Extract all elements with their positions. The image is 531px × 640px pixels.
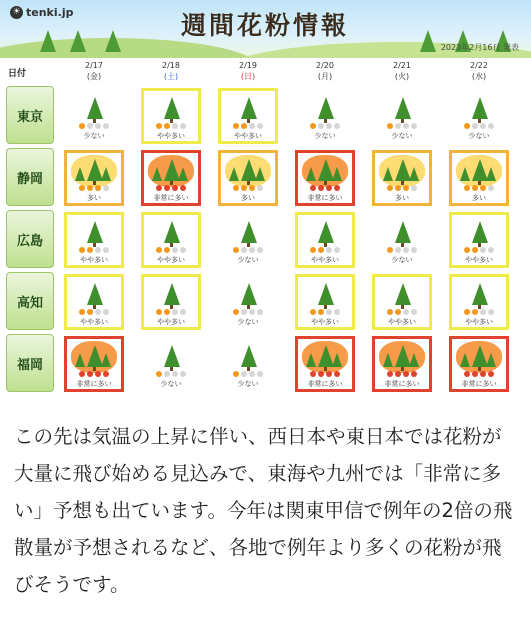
level-dot bbox=[310, 247, 316, 253]
cedar-tree-icon bbox=[241, 221, 257, 243]
level-dot bbox=[95, 247, 101, 253]
level-dot bbox=[172, 309, 178, 315]
pollen-forecast-cell[interactable] bbox=[372, 212, 432, 268]
level-dots bbox=[221, 371, 275, 377]
pollen-forecast-cell[interactable] bbox=[295, 336, 355, 392]
level-dots bbox=[298, 247, 352, 253]
level-dot bbox=[249, 247, 255, 253]
date-header bbox=[295, 60, 355, 86]
level-dot bbox=[95, 309, 101, 315]
level-dot bbox=[334, 309, 340, 315]
level-label: 多い bbox=[472, 194, 486, 202]
tree-icon bbox=[460, 353, 470, 367]
tree-icon bbox=[420, 30, 436, 52]
level-dot bbox=[318, 123, 324, 129]
date-label: 2/22 bbox=[470, 61, 488, 70]
pollen-forecast-cell[interactable] bbox=[218, 336, 278, 392]
level-dot bbox=[334, 185, 340, 191]
level-dot bbox=[326, 185, 332, 191]
level-dots bbox=[144, 123, 198, 129]
date-header bbox=[141, 60, 201, 86]
level-dot bbox=[164, 247, 170, 253]
level-dots bbox=[144, 185, 198, 191]
level-dot bbox=[103, 371, 109, 377]
date-header bbox=[218, 60, 278, 86]
tree-icon bbox=[152, 167, 162, 181]
level-dots bbox=[144, 309, 198, 315]
level-dot bbox=[87, 247, 93, 253]
level-dot bbox=[164, 309, 170, 315]
level-label: やや多い bbox=[465, 318, 493, 326]
cedar-tree-icon bbox=[472, 345, 488, 367]
date-label: 2/20 bbox=[316, 61, 334, 70]
pollen-forecast-cell[interactable] bbox=[141, 150, 201, 206]
level-dot bbox=[310, 185, 316, 191]
level-label: 少ない bbox=[314, 132, 336, 140]
date-header bbox=[64, 60, 124, 86]
cedar-tree-icon bbox=[164, 283, 180, 305]
pollen-forecast-cell[interactable] bbox=[141, 274, 201, 330]
level-dot bbox=[310, 371, 316, 377]
level-dot bbox=[395, 371, 401, 377]
level-dots bbox=[452, 309, 506, 315]
level-dot bbox=[241, 247, 247, 253]
level-dots bbox=[221, 309, 275, 315]
level-dot bbox=[326, 123, 332, 129]
pollen-forecast-cell[interactable] bbox=[218, 212, 278, 268]
level-dots bbox=[298, 185, 352, 191]
level-dot bbox=[233, 185, 239, 191]
tree-icon bbox=[383, 353, 393, 367]
level-dot bbox=[472, 185, 478, 191]
level-dot bbox=[318, 371, 324, 377]
level-dot bbox=[403, 371, 409, 377]
level-label: 非常に多い bbox=[76, 380, 112, 388]
level-label: 少ない bbox=[237, 256, 259, 264]
level-dot bbox=[411, 185, 417, 191]
pollen-forecast-cell[interactable] bbox=[295, 212, 355, 268]
pollen-forecast-cell[interactable] bbox=[449, 274, 509, 330]
level-dots bbox=[298, 371, 352, 377]
level-dot bbox=[79, 123, 85, 129]
level-dots bbox=[375, 247, 429, 253]
city-label: 東京 bbox=[6, 86, 54, 144]
tree-icon bbox=[306, 167, 316, 181]
level-dots bbox=[221, 123, 275, 129]
level-dot bbox=[164, 185, 170, 191]
level-dots bbox=[375, 371, 429, 377]
level-dot bbox=[326, 247, 332, 253]
level-dot bbox=[241, 371, 247, 377]
level-dot bbox=[249, 309, 255, 315]
cedar-tree-icon bbox=[472, 97, 488, 119]
cedar-tree-icon bbox=[395, 283, 411, 305]
level-dots bbox=[375, 185, 429, 191]
level-dot bbox=[233, 123, 239, 129]
cedar-tree-icon bbox=[164, 345, 180, 367]
date-header bbox=[372, 60, 432, 86]
cedar-tree-icon bbox=[318, 221, 334, 243]
level-dot bbox=[249, 185, 255, 191]
tree-icon bbox=[306, 353, 316, 367]
cedar-tree-icon bbox=[241, 97, 257, 119]
date-label: 2/17 bbox=[85, 61, 103, 70]
tree-icon bbox=[40, 30, 56, 52]
tree-icon bbox=[229, 167, 239, 181]
date-label: 2/19 bbox=[239, 61, 257, 70]
tree-icon bbox=[105, 30, 121, 52]
level-dot bbox=[411, 309, 417, 315]
date-header bbox=[449, 60, 509, 86]
pollen-forecast-cell[interactable] bbox=[449, 336, 509, 392]
level-dot bbox=[387, 247, 393, 253]
level-dot bbox=[480, 247, 486, 253]
level-dot bbox=[318, 247, 324, 253]
pollen-forecast-cell[interactable] bbox=[64, 150, 124, 206]
level-dot bbox=[233, 247, 239, 253]
level-dot bbox=[241, 123, 247, 129]
level-dot bbox=[488, 247, 494, 253]
level-label: 少ない bbox=[391, 256, 413, 264]
cedar-tree-icon bbox=[472, 159, 488, 181]
pollen-forecast-cell[interactable] bbox=[449, 212, 509, 268]
logo-text: tenki.jp bbox=[26, 6, 74, 19]
level-label: 少ない bbox=[237, 318, 259, 326]
pollen-forecast-cell[interactable] bbox=[218, 88, 278, 144]
level-dot bbox=[480, 185, 486, 191]
level-dot bbox=[480, 371, 486, 377]
tree-icon bbox=[75, 167, 85, 181]
cedar-tree-icon bbox=[87, 159, 103, 181]
level-dot bbox=[488, 123, 494, 129]
tree-icon bbox=[383, 167, 393, 181]
level-dot bbox=[403, 247, 409, 253]
pollen-forecast-cell[interactable] bbox=[141, 336, 201, 392]
level-label: やや多い bbox=[311, 318, 339, 326]
level-dot bbox=[472, 309, 478, 315]
level-label: 多い bbox=[87, 194, 101, 202]
weekday-label: (月) bbox=[317, 72, 333, 81]
city-row bbox=[6, 272, 524, 332]
level-dots bbox=[221, 185, 275, 191]
level-dot bbox=[103, 309, 109, 315]
weekday-label: (水) bbox=[471, 72, 487, 81]
level-dots bbox=[221, 247, 275, 253]
level-dot bbox=[79, 371, 85, 377]
level-dot bbox=[488, 185, 494, 191]
level-dot bbox=[387, 371, 393, 377]
description-text: この先は気温の上昇に伴い、西日本や東日本では花粉が大量に飛び始める見込みで、東海や九州では「非常に多い」予想も出ています。今年は関東甲信で例年の2倍の飛散量が予想されるなど、各地で例年より多くの花粉が飛びそうです。 bbox=[14, 425, 513, 596]
level-dot bbox=[395, 123, 401, 129]
level-dot bbox=[318, 185, 324, 191]
level-dot bbox=[387, 309, 393, 315]
level-label: やや多い bbox=[465, 256, 493, 264]
date-label: 2/18 bbox=[162, 61, 180, 70]
level-dot bbox=[488, 309, 494, 315]
level-dot bbox=[257, 371, 263, 377]
cedar-tree-icon bbox=[87, 345, 103, 367]
level-label: 非常に多い bbox=[153, 194, 189, 202]
cedar-tree-icon bbox=[241, 283, 257, 305]
cedar-tree-icon bbox=[395, 97, 411, 119]
pollen-forecast-cell[interactable] bbox=[449, 88, 509, 144]
level-dot bbox=[464, 309, 470, 315]
level-label: やや多い bbox=[388, 318, 416, 326]
level-dots bbox=[67, 371, 121, 377]
level-dot bbox=[403, 185, 409, 191]
weekday-label: (火) bbox=[394, 72, 410, 81]
pollen-forecast-cell[interactable] bbox=[372, 336, 432, 392]
level-dot bbox=[480, 123, 486, 129]
level-dot bbox=[334, 371, 340, 377]
level-label: やや多い bbox=[80, 318, 108, 326]
city-row bbox=[6, 334, 524, 394]
cedar-tree-icon bbox=[395, 345, 411, 367]
level-label: やや多い bbox=[157, 256, 185, 264]
level-dot bbox=[241, 185, 247, 191]
level-label: やや多い bbox=[234, 132, 262, 140]
level-dot bbox=[172, 247, 178, 253]
pollen-forecast-cell[interactable] bbox=[372, 88, 432, 144]
level-dot bbox=[172, 371, 178, 377]
level-dot bbox=[103, 247, 109, 253]
level-dot bbox=[257, 247, 263, 253]
pollen-forecast-cell[interactable] bbox=[64, 274, 124, 330]
pollen-forecast-cell[interactable] bbox=[295, 88, 355, 144]
pollen-forecast-cell[interactable] bbox=[372, 274, 432, 330]
level-dots bbox=[452, 123, 506, 129]
level-label: やや多い bbox=[80, 256, 108, 264]
level-dot bbox=[395, 185, 401, 191]
level-dots bbox=[67, 185, 121, 191]
pollen-forecast-cell[interactable] bbox=[295, 274, 355, 330]
level-label: 非常に多い bbox=[461, 380, 497, 388]
level-dot bbox=[79, 185, 85, 191]
level-dot bbox=[79, 309, 85, 315]
cedar-tree-icon bbox=[318, 345, 334, 367]
page-title: 週間花粉情報 bbox=[180, 11, 349, 40]
header-banner bbox=[0, 0, 531, 58]
level-label: 少ない bbox=[160, 380, 182, 388]
level-dot bbox=[156, 123, 162, 129]
level-label: 非常に多い bbox=[307, 380, 343, 388]
tree-icon bbox=[75, 353, 85, 367]
level-dots bbox=[452, 247, 506, 253]
pollen-forecast-cell[interactable] bbox=[449, 150, 509, 206]
pollen-forecast-cell[interactable] bbox=[141, 88, 201, 144]
cedar-tree-icon bbox=[472, 221, 488, 243]
level-dot bbox=[249, 123, 255, 129]
level-dot bbox=[156, 185, 162, 191]
level-dot bbox=[403, 123, 409, 129]
level-dot bbox=[95, 371, 101, 377]
level-dot bbox=[488, 371, 494, 377]
level-dot bbox=[103, 123, 109, 129]
level-dot bbox=[395, 309, 401, 315]
level-dot bbox=[241, 309, 247, 315]
pollen-forecast-cell[interactable] bbox=[372, 150, 432, 206]
level-dot bbox=[411, 247, 417, 253]
level-dots bbox=[298, 309, 352, 315]
level-label: やや多い bbox=[157, 318, 185, 326]
cedar-tree-icon bbox=[395, 221, 411, 243]
pollen-forecast-cell[interactable] bbox=[141, 212, 201, 268]
level-dot bbox=[395, 247, 401, 253]
level-dot bbox=[334, 247, 340, 253]
level-dots bbox=[67, 123, 121, 129]
level-label: 多い bbox=[395, 194, 409, 202]
pollen-forecast-cell[interactable] bbox=[295, 150, 355, 206]
level-dot bbox=[95, 123, 101, 129]
level-label: 非常に多い bbox=[384, 380, 420, 388]
level-dot bbox=[156, 309, 162, 315]
level-label: 少ない bbox=[468, 132, 490, 140]
cedar-tree-icon bbox=[241, 345, 257, 367]
level-dot bbox=[318, 309, 324, 315]
level-dot bbox=[464, 247, 470, 253]
level-dot bbox=[180, 185, 186, 191]
cedar-tree-icon bbox=[87, 221, 103, 243]
pollen-forecast-cell[interactable] bbox=[64, 336, 124, 392]
cedar-tree-icon bbox=[87, 97, 103, 119]
cedar-tree-icon bbox=[395, 159, 411, 181]
level-dot bbox=[180, 123, 186, 129]
level-dots bbox=[144, 247, 198, 253]
level-dot bbox=[249, 371, 255, 377]
city-row bbox=[6, 210, 524, 270]
date-column-label: 日付 bbox=[8, 69, 27, 79]
cedar-tree-icon bbox=[164, 221, 180, 243]
pollen-forecast-cell[interactable] bbox=[64, 88, 124, 144]
tenki-logo bbox=[10, 6, 73, 19]
level-dot bbox=[257, 185, 263, 191]
level-dot bbox=[87, 123, 93, 129]
city-row bbox=[6, 86, 524, 146]
weekday-label: (土) bbox=[163, 72, 179, 81]
pollen-forecast-cell[interactable] bbox=[218, 274, 278, 330]
level-dot bbox=[164, 123, 170, 129]
level-dot bbox=[464, 123, 470, 129]
level-label: やや多い bbox=[157, 132, 185, 140]
level-dot bbox=[87, 309, 93, 315]
level-dot bbox=[387, 123, 393, 129]
level-dot bbox=[334, 123, 340, 129]
cedar-tree-icon bbox=[87, 283, 103, 305]
cedar-tree-icon bbox=[318, 159, 334, 181]
level-dot bbox=[233, 309, 239, 315]
level-dot bbox=[403, 309, 409, 315]
level-dot bbox=[464, 371, 470, 377]
level-dot bbox=[257, 123, 263, 129]
cedar-tree-icon bbox=[318, 97, 334, 119]
level-dot bbox=[464, 185, 470, 191]
pollen-forecast-cell[interactable] bbox=[218, 150, 278, 206]
level-dot bbox=[164, 371, 170, 377]
level-dot bbox=[103, 185, 109, 191]
cedar-tree-icon bbox=[318, 283, 334, 305]
cedar-tree-icon bbox=[472, 283, 488, 305]
pollen-forecast-cell[interactable] bbox=[64, 212, 124, 268]
level-dot bbox=[310, 309, 316, 315]
city-label: 静岡 bbox=[6, 148, 54, 206]
level-dot bbox=[180, 371, 186, 377]
level-dots bbox=[144, 371, 198, 377]
cedar-tree-icon bbox=[241, 159, 257, 181]
level-dot bbox=[87, 185, 93, 191]
city-row bbox=[6, 148, 524, 208]
level-dot bbox=[326, 309, 332, 315]
level-label: 非常に多い bbox=[307, 194, 343, 202]
city-label: 福岡 bbox=[6, 334, 54, 392]
weekday-label: (金) bbox=[86, 72, 102, 81]
level-dots bbox=[67, 247, 121, 253]
level-dot bbox=[180, 309, 186, 315]
level-dots bbox=[452, 185, 506, 191]
weekday-label: (日) bbox=[240, 72, 256, 81]
cedar-tree-icon bbox=[164, 97, 180, 119]
level-dot bbox=[472, 371, 478, 377]
level-dot bbox=[233, 371, 239, 377]
level-label: 少ない bbox=[237, 380, 259, 388]
level-dot bbox=[79, 247, 85, 253]
level-dot bbox=[95, 185, 101, 191]
level-dots bbox=[375, 123, 429, 129]
level-dot bbox=[310, 123, 316, 129]
level-dot bbox=[411, 123, 417, 129]
level-dot bbox=[180, 247, 186, 253]
level-dot bbox=[156, 371, 162, 377]
level-label: 少ない bbox=[391, 132, 413, 140]
issued-date: 2023年2月16日 発表 bbox=[440, 43, 519, 52]
level-dots bbox=[452, 371, 506, 377]
level-dot bbox=[387, 185, 393, 191]
level-dot bbox=[172, 185, 178, 191]
level-label: やや多い bbox=[311, 256, 339, 264]
level-dot bbox=[172, 123, 178, 129]
level-dot bbox=[472, 123, 478, 129]
level-dot bbox=[472, 247, 478, 253]
level-dot bbox=[257, 309, 263, 315]
date-label: 2/21 bbox=[393, 61, 411, 70]
level-dot bbox=[326, 371, 332, 377]
level-dot bbox=[87, 371, 93, 377]
level-dot bbox=[411, 371, 417, 377]
level-dot bbox=[156, 247, 162, 253]
sun-icon: ☀ bbox=[10, 6, 23, 19]
cedar-tree-icon bbox=[164, 159, 180, 181]
level-label: 多い bbox=[241, 194, 255, 202]
level-dots bbox=[67, 309, 121, 315]
tree-icon bbox=[460, 167, 470, 181]
level-dots bbox=[375, 309, 429, 315]
city-label: 広島 bbox=[6, 210, 54, 268]
level-label: 少ない bbox=[83, 132, 105, 140]
city-label: 高知 bbox=[6, 272, 54, 330]
tree-icon bbox=[70, 30, 86, 52]
level-dots bbox=[298, 123, 352, 129]
level-dot bbox=[480, 309, 486, 315]
